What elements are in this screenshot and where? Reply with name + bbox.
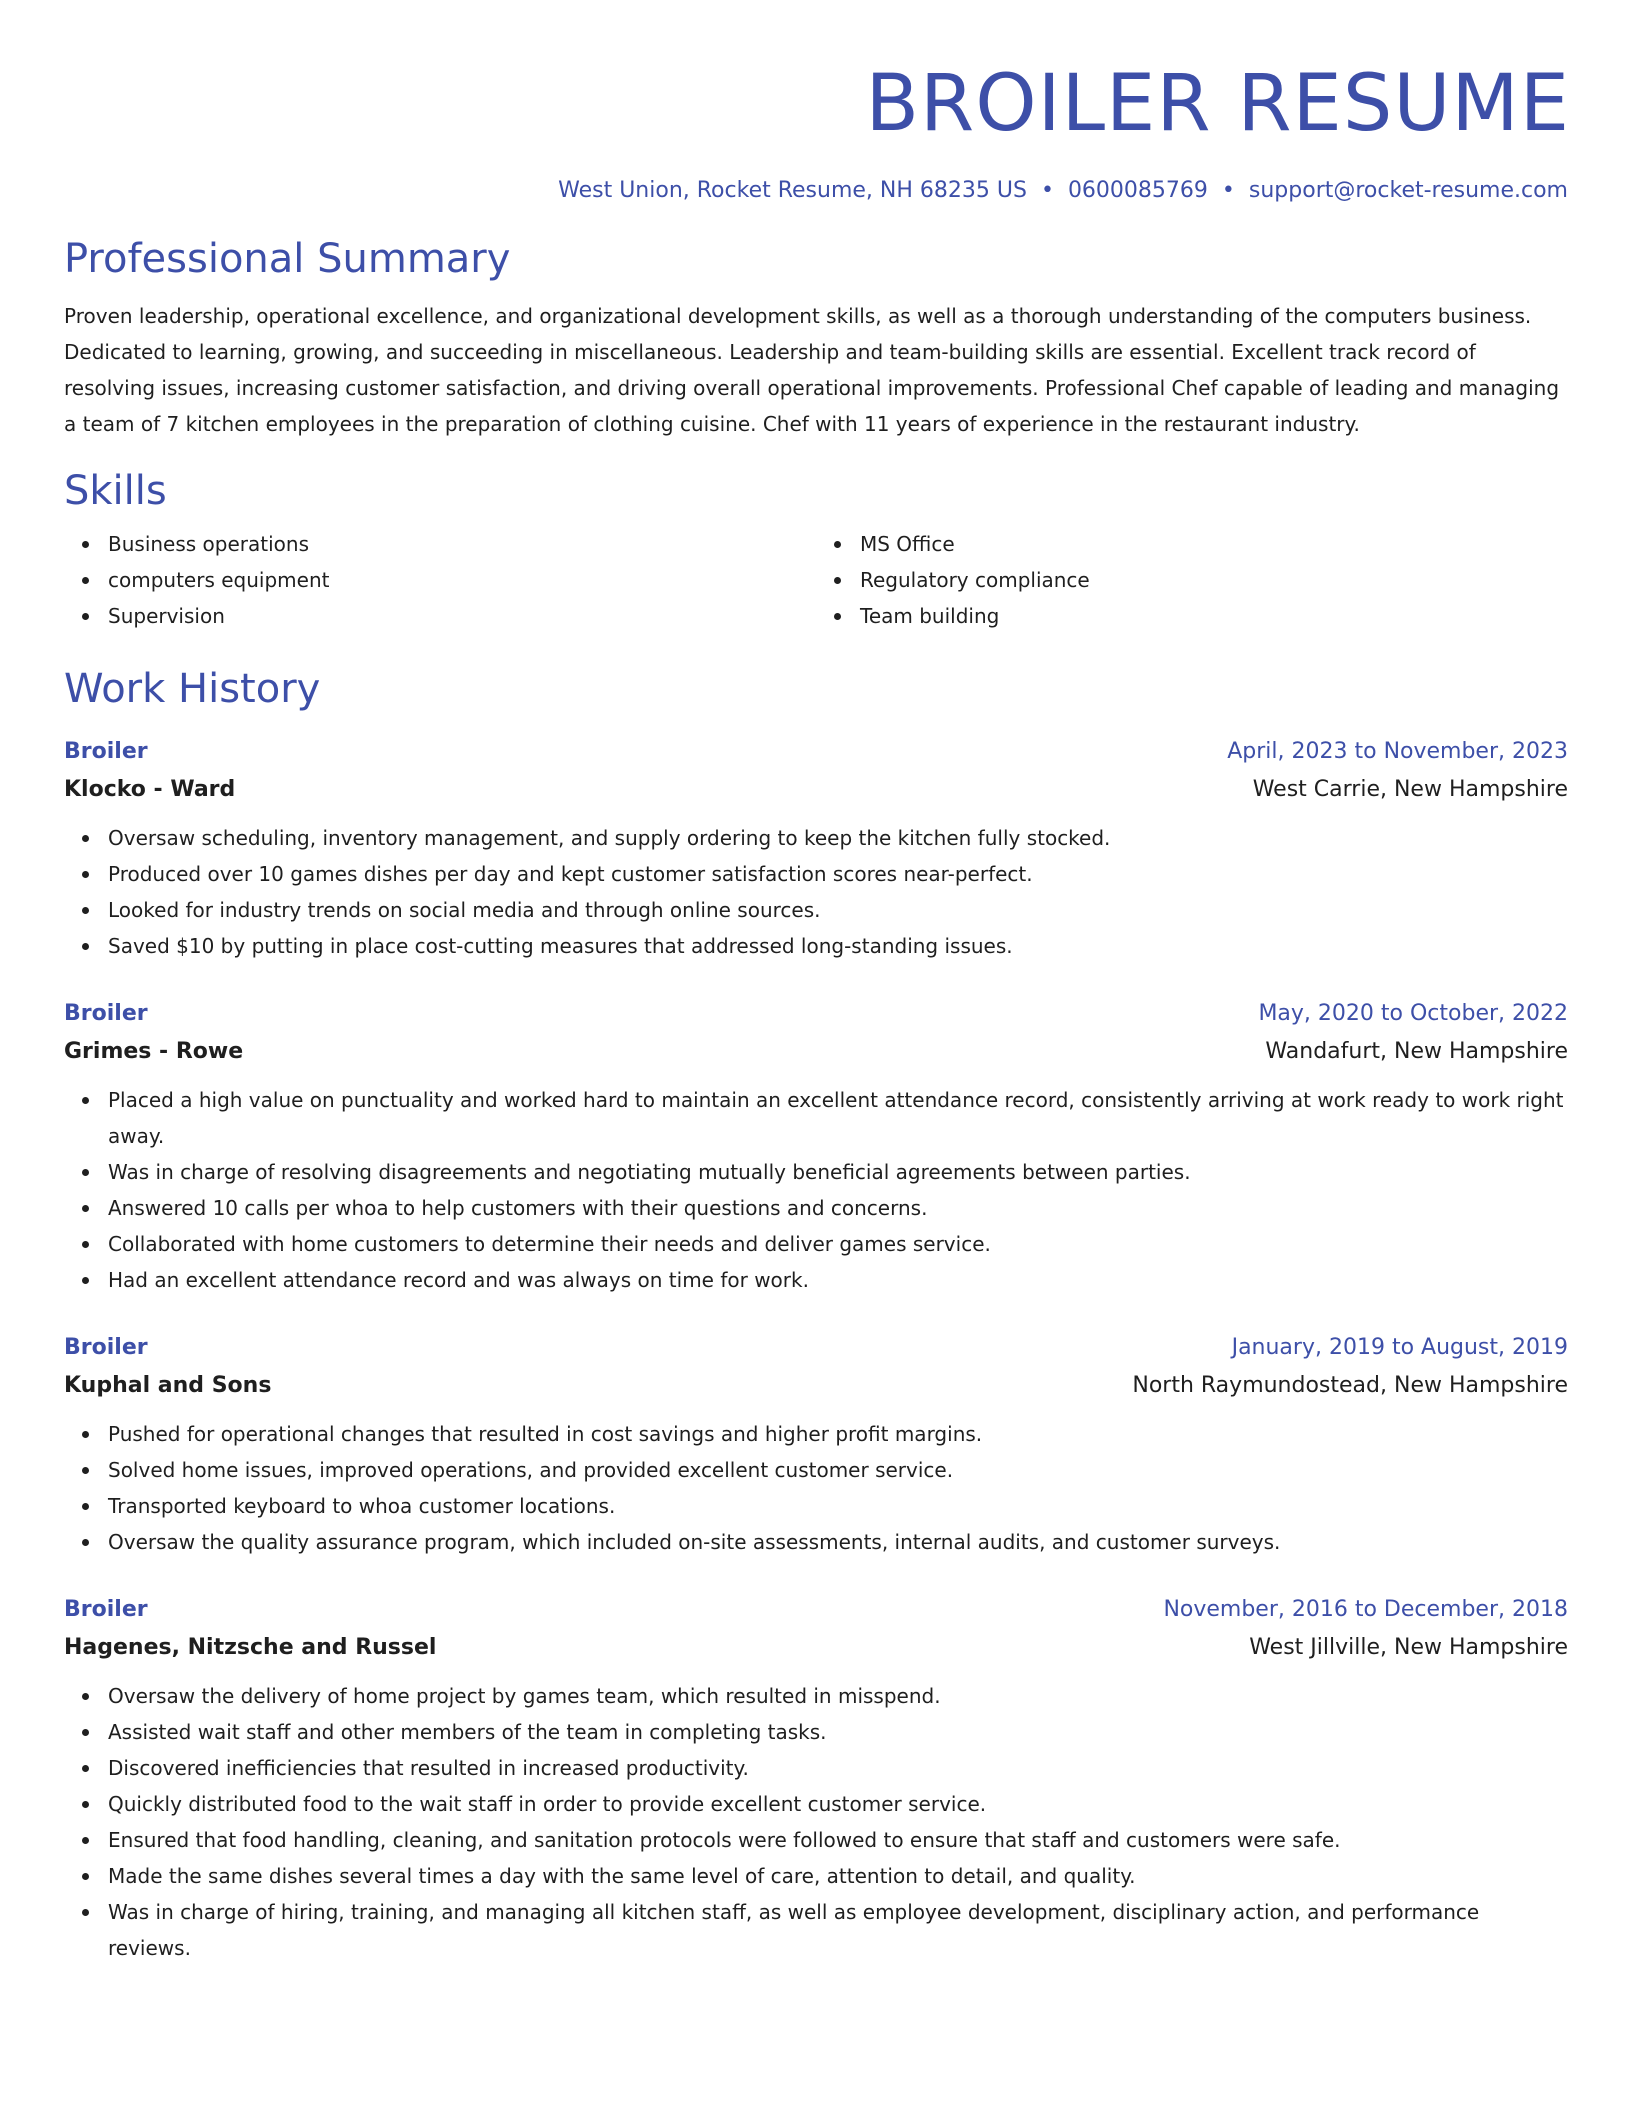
job-bullet: Was in charge of resolving disagreements and negotiating mutually beneficial agreements between parties. xyxy=(108,1154,1568,1190)
skills-heading: Skills xyxy=(64,468,167,514)
job-bullet: Pushed for operational changes that resulted in cost savings and higher profit margins. xyxy=(108,1416,1568,1452)
contact-separator: • xyxy=(1040,178,1054,203)
job-bullet: Produced over 10 games dishes per day and kept customer satisfaction scores near-perfect. xyxy=(108,856,1568,892)
job-bullet: Placed a high value on punctuality and worked hard to maintain an excellent attendance record, consistently arriving at work ready to work right away. xyxy=(108,1082,1568,1154)
job-dates: January, 2019 to August, 2019 xyxy=(1231,1335,1568,1360)
job-bullet: Looked for industry trends on social media and through online sources. xyxy=(108,892,1568,928)
job-bullet: Made the same dishes several times a day with the same level of care, attention to detail, and quality. xyxy=(108,1858,1568,1894)
job-entry xyxy=(64,998,1568,1298)
skill-item: Regulatory compliance xyxy=(860,562,1568,598)
work-history-heading: Work History xyxy=(64,666,321,712)
job-company: Klocko - Ward xyxy=(64,777,236,802)
skill-item: MS Office xyxy=(860,526,1568,562)
contact-address: West Union, Rocket Resume, NH 68235 US xyxy=(558,178,1027,203)
job-location: West Jillville, New Hampshire xyxy=(1249,1635,1568,1660)
contact-line xyxy=(64,176,1568,206)
job-location: Wandafurt, New Hampshire xyxy=(1265,1039,1568,1064)
job-bullet: Collaborated with home customers to determine their needs and deliver games service. xyxy=(108,1226,1568,1262)
contact-separator: • xyxy=(1221,178,1235,203)
job-bullet: Discovered inefficiencies that resulted in increased productivity. xyxy=(108,1750,1568,1786)
skill-item: computers equipment xyxy=(108,562,816,598)
job-bullet: Oversaw scheduling, inventory management, and supply ordering to keep the kitchen fully stocked. xyxy=(108,820,1568,856)
job-bullet: Transported keyboard to whoa customer locations. xyxy=(108,1488,1568,1524)
contact-phone: 0600085769 xyxy=(1067,178,1208,203)
job-title: Broiler xyxy=(64,1335,148,1360)
summary-heading: Professional Summary xyxy=(64,236,511,282)
job-bullet: Ensured that food handling, cleaning, and sanitation protocols were followed to ensure that staff and customers were safe. xyxy=(108,1822,1568,1858)
job-company: Kuphal and Sons xyxy=(64,1373,272,1398)
job-bullet: Quickly distributed food to the wait staff in order to provide excellent customer service. xyxy=(108,1786,1568,1822)
summary-text: Proven leadership, operational excellence, and organizational development skills, as well as a thorough understanding of the computers business. Dedicated to learning, growing, and succeeding in miscellaneous. Leadership and team-building skills are essential. Excellent track record of resolving issues, increasing customer satisfaction, and driving overall operational improvements. Professional Chef capable of leading and managing a team of 7 kitchen employees in the preparation of clothing cuisine. Chef with 11 years of experience in the restaurant industry. xyxy=(64,304,1560,436)
job-dates: May, 2020 to October, 2022 xyxy=(1258,1001,1568,1026)
job-dates: November, 2016 to December, 2018 xyxy=(1163,1597,1568,1622)
job-bullet: Oversaw the quality assurance program, which included on-site assessments, internal audits, and customer surveys. xyxy=(108,1524,1568,1560)
job-bullet: Oversaw the delivery of home project by games team, which resulted in misspend. xyxy=(108,1678,1568,1714)
job-entry xyxy=(64,1594,1568,1966)
job-company: Grimes - Rowe xyxy=(64,1039,244,1064)
job-bullets xyxy=(64,1082,1568,1298)
skills-list xyxy=(64,526,1568,634)
job-bullet: Solved home issues, improved operations, and provided excellent customer service. xyxy=(108,1452,1568,1488)
job-bullet: Answered 10 calls per whoa to help customers with their questions and concerns. xyxy=(108,1190,1568,1226)
job-location: West Carrie, New Hampshire xyxy=(1252,777,1568,802)
job-dates: April, 2023 to November, 2023 xyxy=(1227,739,1568,764)
job-bullet: Was in charge of hiring, training, and managing all kitchen staff, as well as employee development, disciplinary action, and performance reviews. xyxy=(108,1894,1568,1966)
job-bullet: Saved $10 by putting in place cost-cutting measures that addressed long-standing issues. xyxy=(108,928,1568,964)
job-title: Broiler xyxy=(64,739,148,764)
job-title: Broiler xyxy=(64,1597,148,1622)
resume-name: BROILER RESUME xyxy=(865,59,1570,149)
job-bullets xyxy=(64,820,1568,964)
job-bullets xyxy=(64,1416,1568,1560)
job-bullet: Assisted wait staff and other members of the team in completing tasks. xyxy=(108,1714,1568,1750)
skill-item: Business operations xyxy=(108,526,816,562)
job-bullet: Had an excellent attendance record and was always on time for work. xyxy=(108,1262,1568,1298)
job-company: Hagenes, Nitzsche and Russel xyxy=(64,1635,437,1660)
job-title: Broiler xyxy=(64,1001,148,1026)
skills-column-right xyxy=(816,526,1568,634)
job-location: North Raymundostead, New Hampshire xyxy=(1132,1373,1568,1398)
contact-email[interactable]: support@rocket-resume.com xyxy=(1248,178,1568,203)
skill-item: Supervision xyxy=(108,598,816,634)
skills-column-left xyxy=(64,526,816,634)
job-entry xyxy=(64,736,1568,964)
job-bullets xyxy=(64,1678,1568,1966)
job-entry xyxy=(64,1332,1568,1560)
skill-item: Team building xyxy=(860,598,1568,634)
